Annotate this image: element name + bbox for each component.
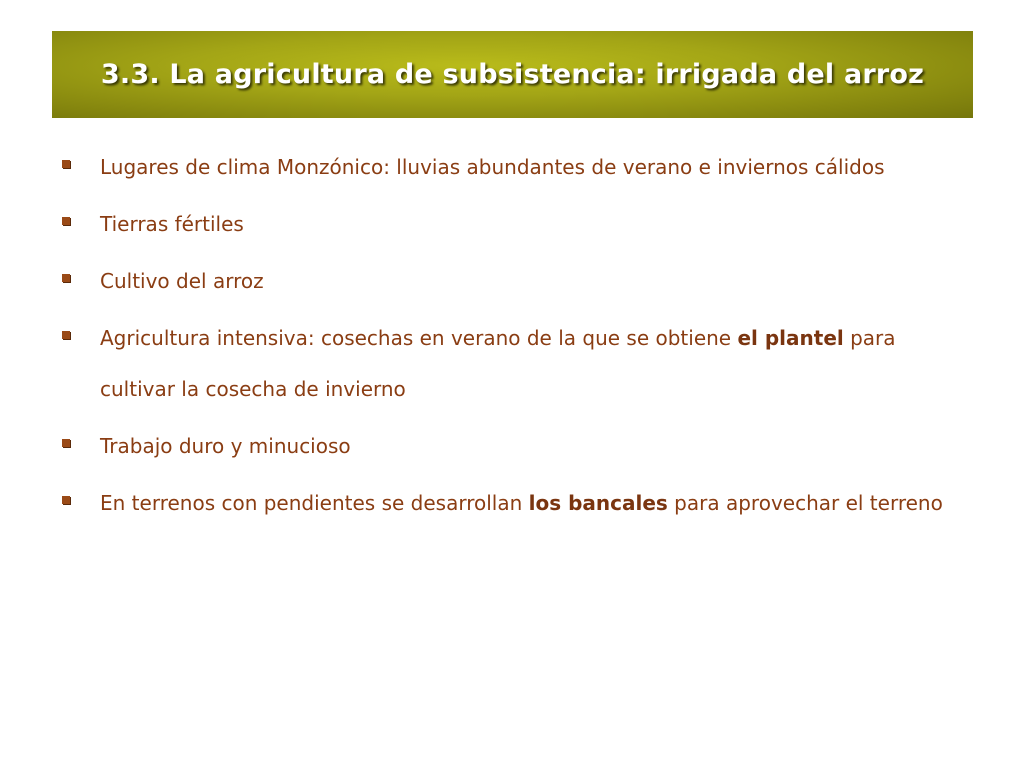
bullet-text-bold: los bancales xyxy=(528,491,668,515)
bullet-text: Tierras fértiles xyxy=(100,212,244,236)
bullet-text-post: para cultivar la cosecha de invierno xyxy=(100,326,896,401)
bullet-text: Cultivo del arroz xyxy=(100,269,264,293)
bullet-text-pre: En terrenos con pendientes se desarrollan xyxy=(100,491,529,515)
square-bullet-icon xyxy=(62,496,70,504)
square-bullet-icon xyxy=(62,160,70,168)
square-bullet-icon xyxy=(62,331,70,339)
bullet-item-soil xyxy=(62,199,972,250)
bullet-item-terraces xyxy=(62,478,972,529)
bullet-text-bold: el plantel xyxy=(737,326,844,350)
title-banner xyxy=(52,31,973,118)
square-bullet-icon xyxy=(62,274,70,282)
bullet-text-post: para aprovechar el terreno xyxy=(667,491,943,515)
bullet-item-intensive xyxy=(62,313,972,415)
bullet-list xyxy=(62,142,972,535)
bullet-text-pre: Agricultura intensiva: cosechas en verano de la que se obtiene xyxy=(100,326,738,350)
bullet-text: Lugares de clima Monzónico: lluvias abundantes de verano e inviernos cálidos xyxy=(100,155,885,179)
square-bullet-icon xyxy=(62,439,70,447)
bullet-item-climate xyxy=(62,142,972,193)
bullet-text: Trabajo duro y minucioso xyxy=(100,434,351,458)
square-bullet-icon xyxy=(62,217,70,225)
bullet-item-work xyxy=(62,421,972,472)
bullet-item-rice xyxy=(62,256,972,307)
slide-title: 3.3. La agricultura de subsistencia: irrigada del arroz xyxy=(100,59,925,90)
